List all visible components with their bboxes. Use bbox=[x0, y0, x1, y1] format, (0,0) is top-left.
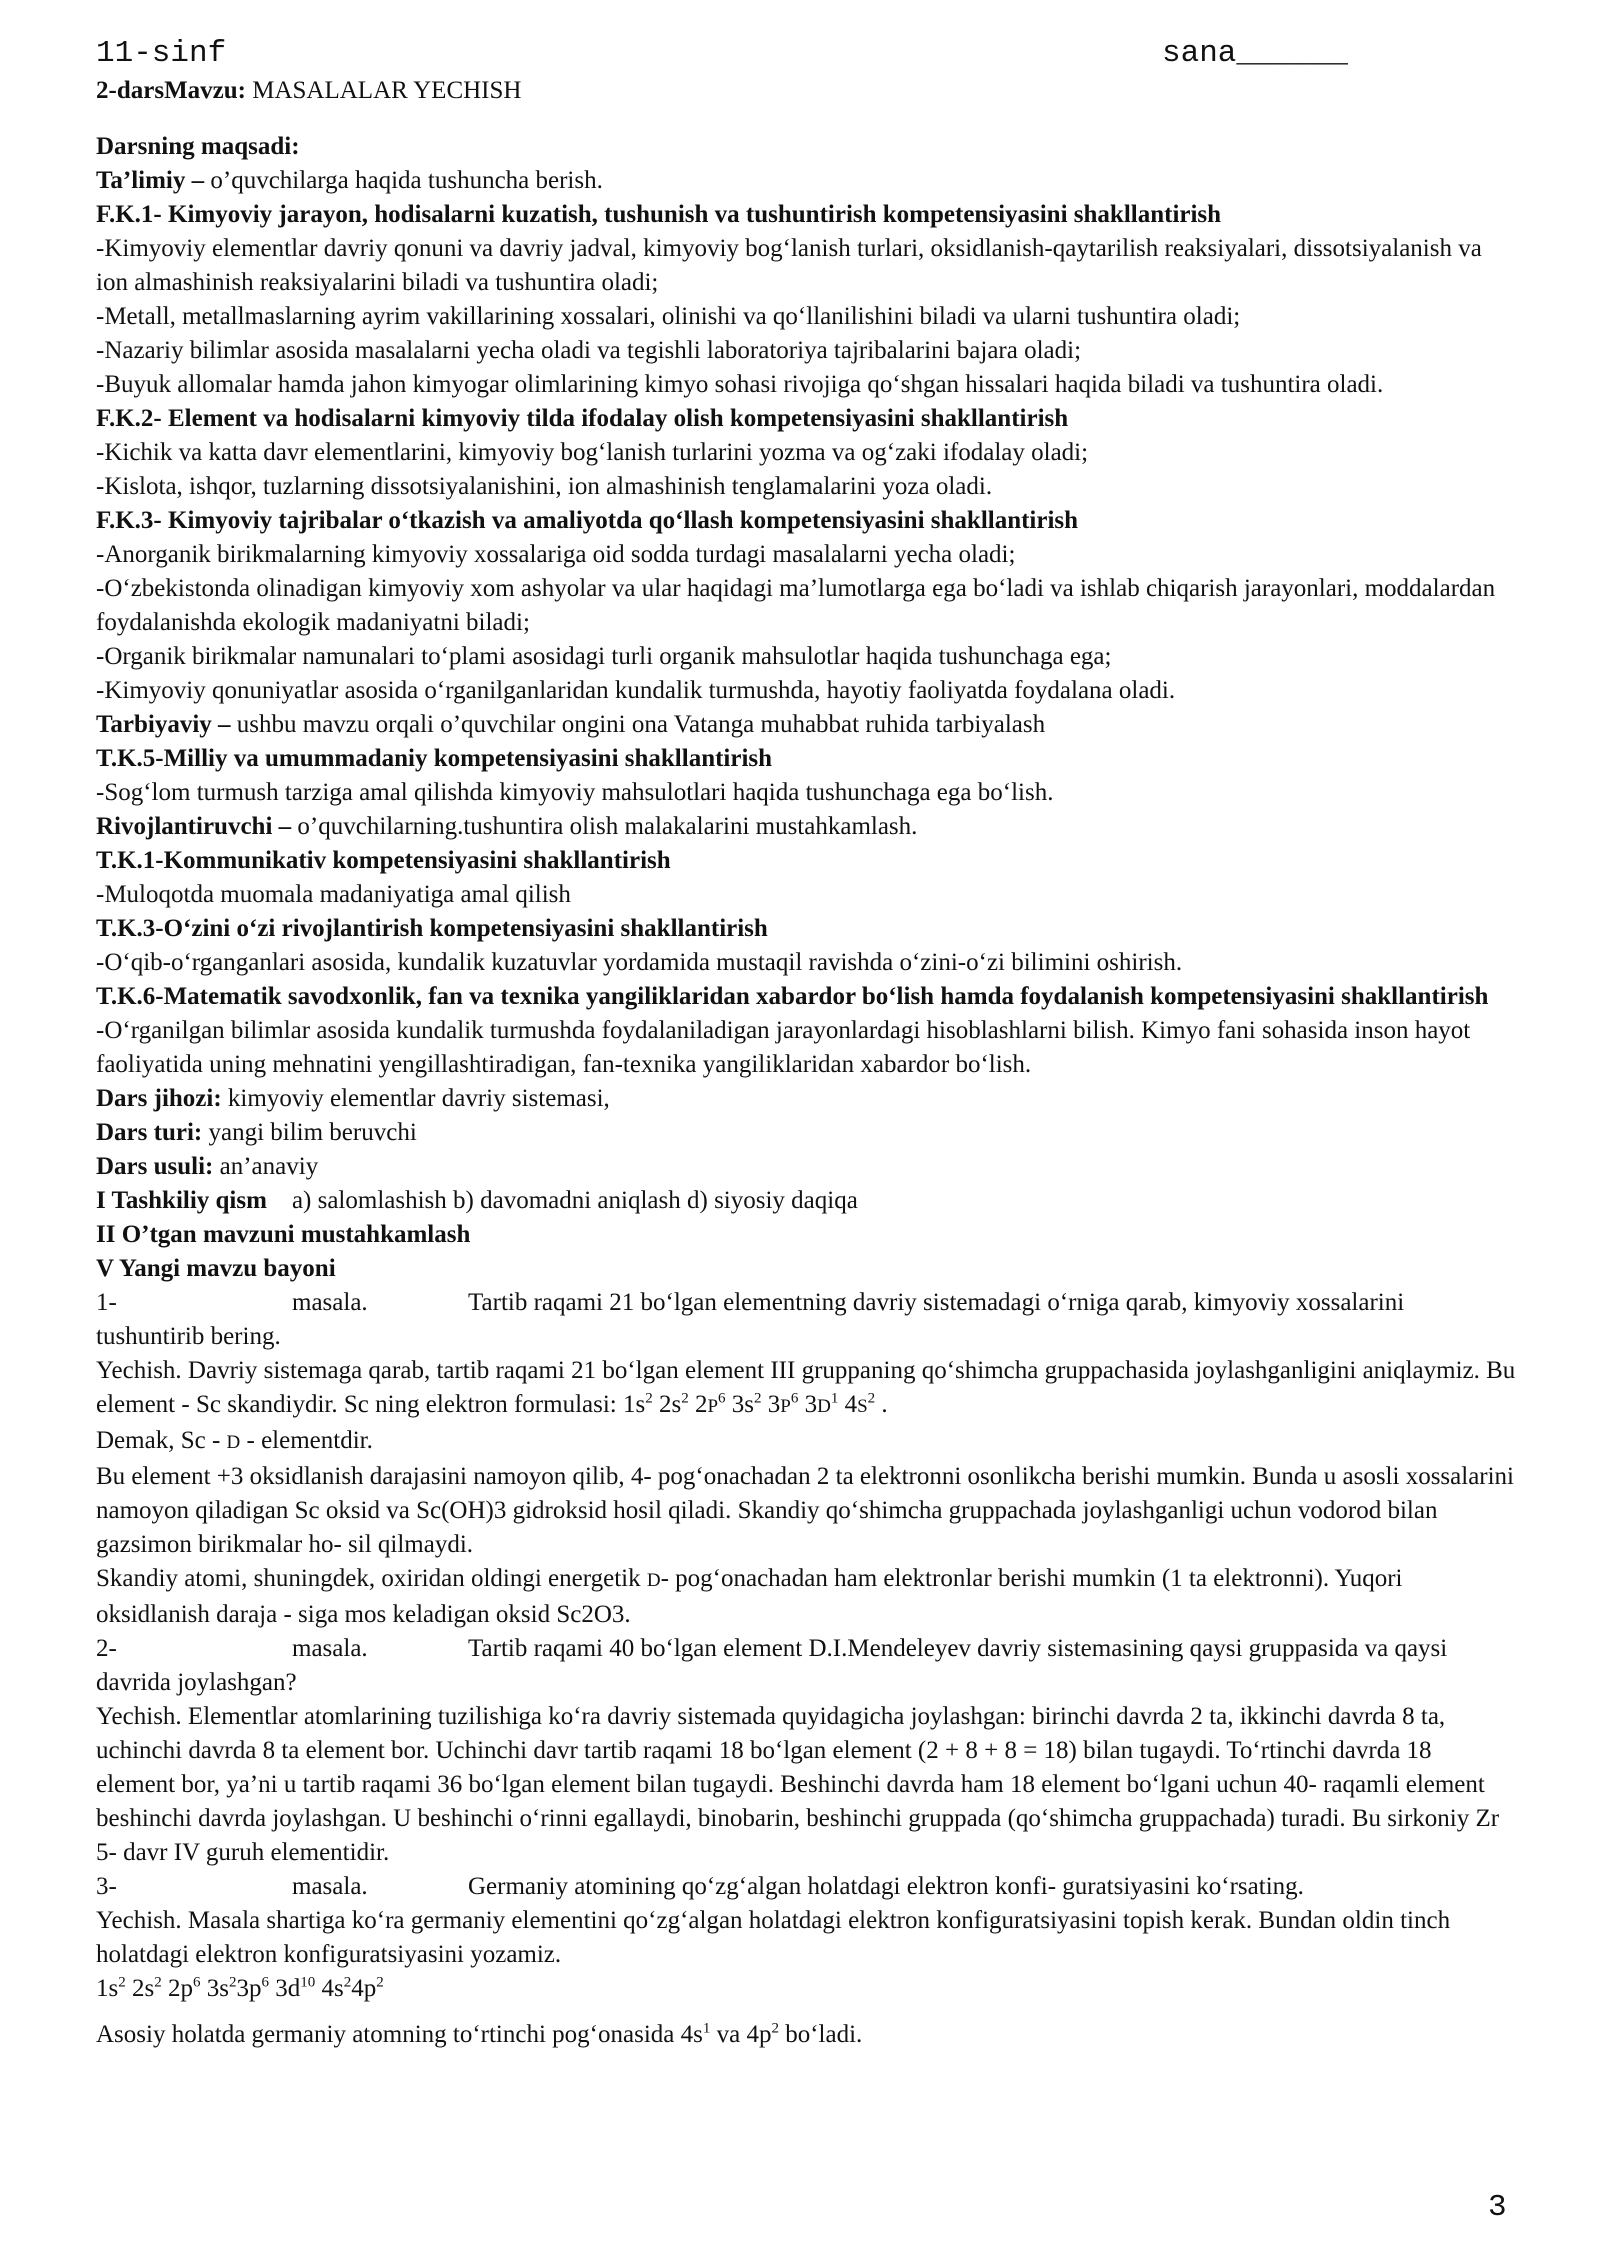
problem-1-conclusion: Demak, Sc - D - elementdir. bbox=[96, 1427, 373, 1454]
fk3-item: -Kimyoviy qonuniyatlar asosida o‘rganilganlaridan kundalik turmushda, hayotiy faoliyatda foydalana oladi. bbox=[96, 677, 1176, 704]
part2-line: II O’tgan mavzuni mustahkamlash bbox=[96, 1221, 471, 1248]
fk2-title: F.K.2- Element va hodisalarni kimyoviy tilda ifodalay olish kompetensiyasini shakllantirish bbox=[96, 405, 1069, 432]
lesson-content bbox=[96, 74, 1516, 2052]
germanium-configuration: $1s^2$ $2s^2$ $2p^6$ $3s^23p^6$ $3d^{10}$ $4s^24p^2$ bbox=[96, 1974, 384, 2002]
goals-title: Darsning maqsadi: bbox=[96, 133, 300, 160]
tk6-item: -O‘rganilgan bilimlar asosida kundalik turmushda foydalaniladigan jarayonlardagi hisoblashlarni bilish. Kimyo fani sohasida inson hayot faoliyatida uning mehnatini yengillashtiradigan, fan-texnika yangiliklaridan xabardor bo‘lish. bbox=[96, 1017, 1471, 1078]
tk1-item: -Muloqotda muomala madaniyatiga amal qilish bbox=[96, 881, 571, 908]
grade-label: 11-sinf bbox=[96, 36, 227, 71]
date-field: sana______ bbox=[1162, 36, 1349, 71]
topic-label: Mavzu: bbox=[164, 77, 246, 104]
problem-1-detail: Bu element +3 oksidlanish darajasini namoyon qilib, 4- pog‘onachadan 2 ta elektronni osonlikcha berishi mumkin. Bunda u asosli xossalarini namoyon qiladigan Sc oksid va Sc(OH)3 gidroksid hosil qiladi. Skandiy qo‘shimcha gruppachada joylashganligi uchun vodorod bilan gazsimon birikmalar ho- sil qilmaydi. bbox=[96, 1463, 1515, 1558]
problem-3-final: Asosiy holatda germaniy atomning to‘rtinchi pog‘onasida $4s^1$ va $4p^2$ bo‘ladi. bbox=[96, 2020, 863, 2048]
equipment-line: Dars jihozi: kimyoviy elementlar davriy sistemasi, bbox=[96, 1085, 610, 1112]
fk2-item: -Kislota, ishqor, tuzlarning dissotsiyalanishini, ion almashinish tenglamalarini yoza oladi. bbox=[96, 473, 993, 500]
part5-line: V Yangi mavzu bayoni bbox=[96, 1255, 336, 1282]
fk3-item: -Organik birikmalar namunalari to‘plami asosidagi turli organik mahsulotlar haqida tushunchaga ega; bbox=[96, 643, 1112, 670]
tk1-title: T.K.1-Kommunikativ kompetensiyasini shakllantirish bbox=[96, 847, 671, 874]
problem-1-question: 1- masala. Tartib raqami 21 bo‘lgan elementning davriy sistemadagi o‘rniga qarab, kimyoviy xossalarini tushuntirib bering. bbox=[96, 1289, 1405, 1350]
fk3-item: -O‘zbekistonda olinadigan kimyoviy xom ashyolar va ular haqidagi ma’lumotlarga ega bo‘ladi va ishlab chiqarish jarayonlari, moddalardan foydalanishda ekologik madaniyatni biladi; bbox=[96, 575, 1496, 636]
tarbiyaviy-line: Tarbiyaviy – ushbu mavzu orqali o’quvchilar ongini ona Vatanga muhabbat ruhida tarbiyalash bbox=[96, 711, 1046, 738]
problem-1-solution: Yechish. Davriy sistemaga qarab, tartib raqami 21 bo‘lgan element III gruppaning qo‘shimcha gruppachasida joylashganligini aniqlaymiz. Bu element - Sc skandiydir. Sc ning elektron formulasi: $1s^2$ $2s^2$ $2P^6$ $3s^2$ $3P^6$ $3D^1$ $4S^2$ . bbox=[96, 1357, 1516, 1418]
rivoj-line: Rivojlantiruvchi – o’quvchilarning.tushuntira olish malakalarini mustahkamlash. bbox=[96, 813, 918, 840]
fk1-item: -Buyuk allomalar hamda jahon kimyogar olimlarining kimyo sohasi rivojiga qo‘shgan hissalari haqida biladi va tushuntira oladi. bbox=[96, 371, 1384, 398]
fk1-title: F.K.1- Kimyoviy jarayon, hodisalarni kuzatish, tushunish va tushuntirish kompetensiyasini shakllantirish bbox=[96, 201, 1222, 228]
topic-line bbox=[96, 74, 1516, 108]
fk1-item: -Nazariy bilimlar asosida masalalarni yecha oladi va tegishli laboratoriya tajribalarini bajara oladi; bbox=[96, 337, 1082, 364]
fk3-item: -Anorganik birikmalarning kimyoviy xossalariga oid sodda turdagi masalalarni yecha oladi; bbox=[96, 541, 1016, 568]
problem-2-question: 2- masala. Tartib raqami 40 bo‘lgan element D.I.Mendeleyev davriy sistemasining qaysi gruppasida va qaysi davrida joylashgan? bbox=[96, 1635, 1448, 1696]
tk5-title: T.K.5-Milliy va umummadaniy kompetensiyasini shakllantirish bbox=[96, 745, 773, 772]
type-line: Dars turi: yangi bilim beruvchi bbox=[96, 1119, 417, 1146]
problem-3-solution: Yechish. Masala shartiga ko‘ra germaniy elementini qo‘zg‘algan holatdagi elektron konfiguratsiyasini topish kerak. Bundan oldin tinch holatdagi elektron konfiguratsiyasini yozamiz. bbox=[96, 1907, 1451, 1968]
topic-title: MASALALAR YECHISH bbox=[252, 77, 522, 104]
tk3-item: -O‘qib-o‘rganganlari asosida, kundalik kuzatuvlar yordamida mustaqil ravishda o‘zini-o‘zi bilimini oshirish. bbox=[96, 949, 1183, 976]
talimiy-line: Ta’limiy – o’quvchilarga haqida tushuncha berish. bbox=[96, 167, 603, 194]
tk5-item: -Sog‘lom turmush tarziga amal qilishda kimyoviy mahsulotlari haqida tushunchaga ega bo‘lish. bbox=[96, 779, 1054, 806]
problem-3-question: 3- masala. Germaniy atomining qo‘zg‘algan holatdagi elektron konfi- guratsiyasini ko‘rsating. bbox=[96, 1873, 1304, 1900]
lesson-number: 2-dars bbox=[96, 77, 165, 104]
tk6-title: T.K.6-Matematik savodxonlik, fan va texnika yangiliklaridan xabardor bo‘lish hamda foydalanish kompetensiyasini shakllantirish bbox=[96, 983, 1489, 1010]
fk3-title: F.K.3- Kimyoviy tajribalar o‘tkazish va amaliyotda qo‘llash kompetensiyasini shakllantirish bbox=[96, 507, 1079, 534]
fk2-item: -Kichik va katta davr elementlarini, kimyoviy bog‘lanish turlarini yozma va og‘zaki ifodalay oladi; bbox=[96, 439, 1089, 466]
page-number: 3 bbox=[1488, 2190, 1507, 2225]
fk1-item: -Metall, metallmaslarning ayrim vakillarining xossalari, olinishi va qo‘llanilishini biladi va ularni tushuntira oladi; bbox=[96, 303, 1241, 330]
method-line: Dars usuli: an’anaviy bbox=[96, 1153, 319, 1180]
fk1-item: -Kimyoviy elementlar davriy qonuni va davriy jadval, kimyoviy bog‘lanish turlari, oksidlanish-qaytarilish reaksiyalari, dissotsiyalanish va ion almashinish reaksiyalarini biladi va tushuntira oladi; bbox=[96, 235, 1482, 296]
part1-line: I Tashkiliy qism a) salomlashish b) davomadni aniqlash d) siyosiy daqiqa bbox=[96, 1187, 858, 1214]
problem-2-solution: Yechish. Elementlar atomlarining tuzilishiga ko‘ra davriy sistemada quyidagicha joylashgan: birinchi davrda 2 ta, ikkinchi davrda 8 ta, uchinchi davrda 8 ta element bor. Uchinchi davr tartib raqami 18 bo‘lgan element (2 + 8 + 8 = 18) bilan tugaydi. To‘rtinchi davrda 18 element bor, ya’ni u tartib raqami 36 bo‘lgan element bilan tugaydi. Beshinchi davrda ham 18 element bo‘lgani uchun 40- raqamli element beshinchi davrda joylashgan. U beshinchi o‘rinni egallaydi, binobarin, beshinchi gruppada (qo‘shimcha gruppachada) turadi. Bu sirkoniy Zr 5- davr IV guruh elementidir. bbox=[96, 1703, 1500, 1866]
problem-1-detail: Skandiy atomi, shuningdek, oxiridan oldingi energetik D- pog‘onachadan ham elektronlar berishi mumkin (1 ta elektronni). Yuqori oksidlanish daraja - siga mos keladigan oksid Sc2O3. bbox=[96, 1565, 1403, 1628]
tk3-title: T.K.3-O‘zini o‘zi rivojlantirish kompetensiyasini shakllantirish bbox=[96, 915, 768, 942]
